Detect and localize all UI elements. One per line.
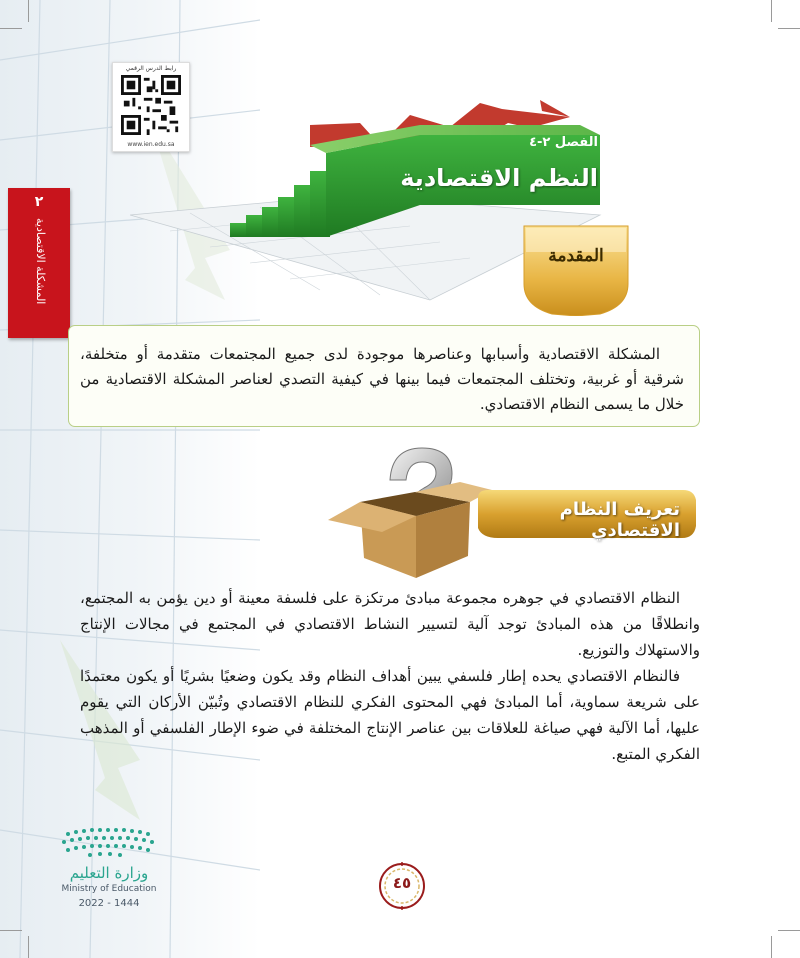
ministry-dots-icon [54,826,164,860]
definition-banner-shape [478,488,698,540]
definition-paragraph-1: النظام الاقتصادي في جوهره مجموعة مبادئ مرتكزة على فلسفة معينة أو دين يؤمن به المجتمع، وانطلاقًا من هذه المبادئ توجد آلية لتسيير النشاط الاقتصادي في المجتمع في مجالات الإنتاج والاستهلاك والتوزيع. [80,589,700,659]
definition-body [80,585,700,767]
intro-paragraph: المشكلة الاقتصادية وأسبابها وعناصرها موجودة لدى جميع المجتمعات متقدمة أو متخلفة، شرقية أو غربية، وتختلف المجتمعات فيما بينها في كيفية التصدي لعناصر المشكلة الاقتصادية من خلال ما يسمى النظام الاقتصادي. [80,345,684,413]
hero-title-block [318,135,598,192]
page-title: النظم الاقتصادية [400,164,598,192]
crop-mark [28,936,29,958]
crop-mark [771,0,772,22]
qr-caption: رابط الدرس الرقمي [125,65,177,72]
chapter-label: المشكلة الاقتصادية [34,218,47,305]
intro-heading: المقدمة [548,246,604,266]
chapter-side-tab [8,188,70,338]
qr-url[interactable]: www.ien.edu.sa [127,141,175,148]
ministry-name-en: Ministry of Education [61,884,157,894]
page-number: ٤٥ [392,874,412,892]
crop-mark [28,0,29,22]
crop-mark [771,936,772,958]
definition-paragraph-2: فالنظام الاقتصادي يحده إطار فلسفي يبين أهداف النظام وقد يكون وضعيًا بشريًا أو يكون معتمدًا على شريعة سماوية، أما المبادئ فهي المحتوى الفكري للنظام الاقتصادي وتُبيّن الأركان التي يقوم عليها، أما الآلية فهي صياغة للعلاقات بين عناصر الإنتاج المختلفة في ضوء الإطار الفلسفي أو المذهب الفكري المتبع. [80,667,700,763]
crop-mark [0,28,22,29]
ministry-logo [54,826,184,916]
intro-badge-shape [522,224,630,316]
ministry-year: 2022 - 1444 [78,898,140,909]
crop-mark [778,28,800,29]
page-number-badge [378,862,426,910]
crop-mark [778,930,800,931]
ministry-name-ar: وزارة التعليم [69,864,149,882]
section-number: الفصل ٢-٤ [529,135,598,150]
chapter-number: ٢ [34,194,44,210]
crop-mark [0,930,22,931]
definition-heading: تعريف النظام الاقتصادي [559,499,680,541]
question-box-illustration [320,440,500,580]
